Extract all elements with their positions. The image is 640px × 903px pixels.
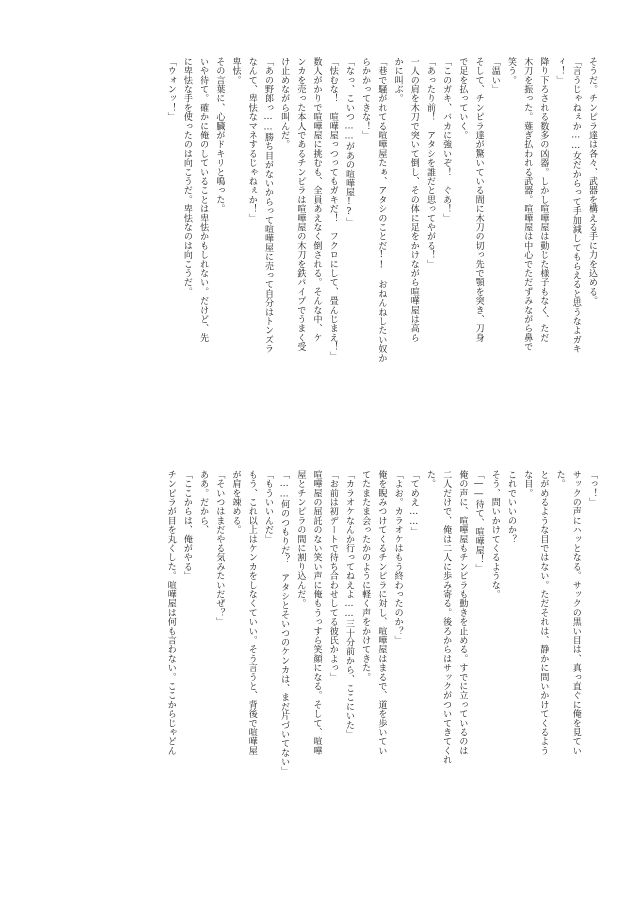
lower-text-line: とがめるような目ではない。ただそれは、静かに問いかけてくるよう [538, 470, 549, 756]
lower-text-line: た。 [554, 470, 565, 489]
upper-text-line: 笑う。 [505, 57, 516, 85]
upper-text-line: そして、チンピラ達が驚いている間に木刀の切っ先で顎を突き、刀身 [473, 57, 484, 343]
upper-text-line: 卑怯。 [230, 57, 241, 85]
upper-text-line: に卑怯な手を使ったのは向こうだ。卑怯なのは向こうだ。 [181, 57, 192, 297]
upper-text-line: 「温い」 [489, 57, 500, 94]
upper-text-line: 一人の肩を木刀で突いて倒し、その体に足をかけながら喧嘩屋は高ら [408, 57, 419, 343]
lower-text-block [40, 470, 600, 848]
upper-text-line: いや待て。確かに俺のしていることは卑怯かもしれない。だけど、先 [198, 57, 209, 343]
lower-text-line: これでいいのか？ [505, 470, 516, 544]
lower-text-line: 「もういいんだ」 [262, 470, 273, 544]
upper-text-line: なんて、卑怯なマネするじゃねぇか！」 [246, 57, 257, 223]
upper-text-line: け止めながら叫んだ。 [279, 57, 290, 149]
lower-text-line: ああ。だから、 [198, 470, 209, 535]
upper-text-line: そうだ。チンピラ達は各々、武器を構える手に力を込める。 [587, 57, 597, 306]
lower-text-line: 俺の声に、喧嘩屋もチンピラも動きを止める。すでに立っているのは [457, 470, 468, 756]
lower-text-line: てたまたま会ったかのように軽く声をかけてきた。 [360, 470, 371, 682]
upper-text-line: 「このガキ、バカに強いぞ！ ぐあ！」 [441, 57, 452, 223]
upper-text-line: 「言うじゃねぇか……女だからって手加減してもらえると思うなよガキ [570, 57, 581, 354]
upper-text-line: 降り下ろされる数多の凶器。しかし喧嘩屋は動じた様子もなく、ただ [538, 57, 549, 343]
lower-text-line: 「てめえ……」 [408, 470, 419, 537]
lower-text-line: サックの声にハッとなる。サックの黒い目は、真っ直ぐに俺を見てい [570, 470, 581, 756]
lower-text-line: 「お前は初デートで待ち合わせしてる彼氏かよっ」 [327, 470, 338, 682]
lower-text-line: た。 [424, 470, 435, 489]
lower-text-line: 「っ！」 [587, 470, 597, 507]
upper-text-line: 「あったり前！ アタシを誰だと思ってやがる！」 [424, 57, 435, 269]
lower-text-line: な目。 [522, 470, 533, 498]
lower-text-line: 「カラオケなんか行ってねえよ……三十分前から、ここにいた」 [343, 470, 354, 739]
lower-text-line: チンピラが目を丸くした。喧嘩屋は何も言わない。ここからじゃどん [165, 470, 176, 756]
lower-text-line: が肩を竦める。 [230, 470, 241, 535]
upper-text-line: ィ！」 [554, 57, 565, 85]
lower-text-line: 「……何のつもりだ？ アタシとそいつのケンカは、まだ片づいてない」 [279, 470, 290, 776]
upper-text-block [40, 57, 600, 395]
upper-text-line: 木刀を振った。薙ぎ払われる武器。喧嘩屋は中心でただずみながら鼻で [522, 57, 533, 352]
upper-text-line: 数人がかりで喧嘩屋に挑むも、全員あえなく倒される。そんな中、ケ [311, 57, 322, 343]
lower-text-line: 喧嘩屋の屈託のない笑い声に俺もうっすら笑顔になる。そして、喧嘩 [311, 470, 322, 756]
lower-text-line: 二人だけで、俺は二人に歩み寄る。後ろからはサックがついてきてくれ [441, 470, 452, 765]
upper-text-line: 「怯むな！ 喧嘩屋っつってもガキだ！ フクロにして、畳んじまえ！」 [327, 57, 338, 361]
lower-text-line: 「よお。カラオケはもう終わったのか？」 [392, 470, 403, 645]
upper-text-line: かに叫ぶ。 [392, 57, 403, 103]
upper-text-line: その言葉に、心臓がドキリと鳴った。 [214, 57, 225, 214]
lower-text-line: 「ここからは、俺がやる」 [181, 470, 192, 581]
upper-text-line: 「あの野郎っ……勝ち目がないからって喧嘩屋に売って自分はトンズラ [262, 57, 273, 354]
upper-text-line: で足を払っていく。 [457, 57, 468, 140]
upper-text-line: らかかってきな！」 [360, 57, 371, 140]
upper-text-line: 「ウォンッ！」 [165, 57, 176, 122]
upper-text-line: 「巷で騒がれてる喧嘩屋たぁ、アタシのことだ!! おねんねしたい奴か [376, 57, 387, 363]
lower-text-line: 俺を睨みつけてくるチンピラに対し、喧嘩屋はまるで、道を歩いてい [376, 470, 387, 756]
lower-text-line: 「――待て、喧嘩屋！」 [473, 470, 484, 574]
lower-text-line: そう、問いかけてくるような。 [489, 470, 500, 599]
lower-text-line: 屋とチンピラの間に割り込んだ。 [295, 470, 306, 608]
upper-text-line: 「なっ、こいつ……があの喧嘩屋!?」 [343, 57, 354, 227]
lower-text-line: もう、これ以上はケンカをしなくていい。そう言うと、背後で喧嘩屋 [246, 470, 257, 756]
lower-text-line: 「そいつはまだやる気みたいだぜ？」 [214, 470, 225, 627]
upper-text-line: ンカを売った本人であるチンピラは喧嘩屋の木刀を鉄パイプでうまく受 [295, 57, 306, 352]
